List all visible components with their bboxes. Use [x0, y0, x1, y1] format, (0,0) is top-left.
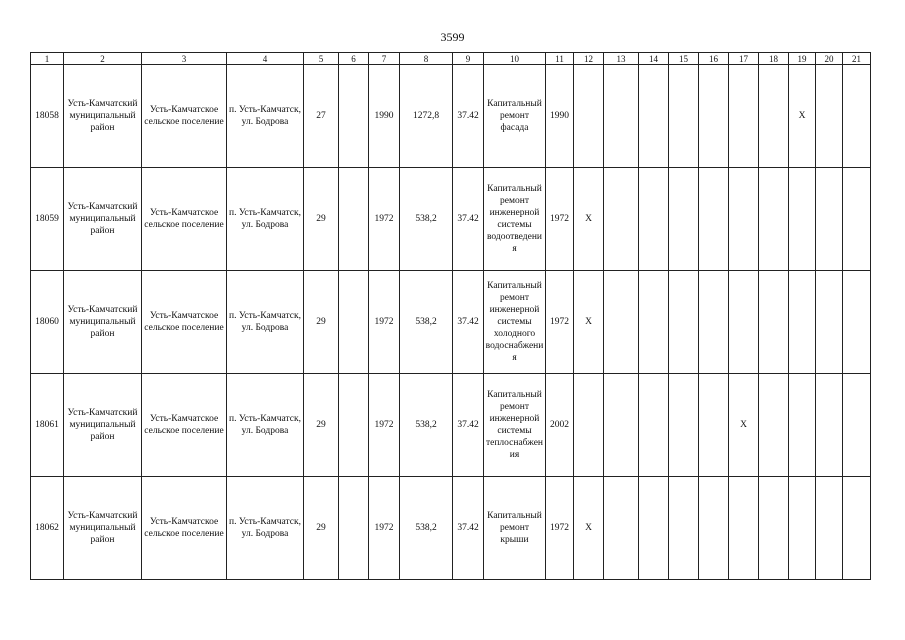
table-body	[31, 65, 871, 580]
column-header: 10	[484, 53, 546, 65]
table-cell: Капитальный ремонт фасада	[484, 65, 546, 168]
column-header: 3	[142, 53, 227, 65]
table-cell	[759, 271, 789, 374]
table-cell: 37.42	[453, 477, 484, 580]
column-header: 12	[574, 53, 604, 65]
column-header: 5	[304, 53, 339, 65]
table-cell	[639, 374, 669, 477]
column-header: 8	[400, 53, 453, 65]
table-cell: Усть-Камчатское сельское поселение	[142, 168, 227, 271]
table-cell: X	[729, 374, 759, 477]
column-header: 17	[729, 53, 759, 65]
table-cell	[816, 477, 843, 580]
table-cell: 18060	[31, 271, 64, 374]
table-cell	[699, 65, 729, 168]
table-cell	[699, 374, 729, 477]
table-cell	[339, 271, 369, 374]
table-cell: 1990	[546, 65, 574, 168]
table-cell: Капитальный ремонт крыши	[484, 477, 546, 580]
table-cell	[816, 168, 843, 271]
column-header: 4	[227, 53, 304, 65]
table-cell: X	[574, 168, 604, 271]
table-cell: 37.42	[453, 168, 484, 271]
table-cell	[574, 374, 604, 477]
table-cell: 1972	[546, 168, 574, 271]
table-cell: 538,2	[400, 271, 453, 374]
table-cell: 1972	[546, 477, 574, 580]
table-cell	[339, 477, 369, 580]
table-cell: 538,2	[400, 374, 453, 477]
table-cell: 1972	[369, 477, 400, 580]
table-cell: Усть-Камчатский муниципальный район	[64, 477, 142, 580]
table-cell	[759, 168, 789, 271]
table-cell	[759, 65, 789, 168]
table-row	[31, 65, 871, 168]
table-cell: 18061	[31, 374, 64, 477]
table-cell: Усть-Камчатское сельское поселение	[142, 65, 227, 168]
table-cell: 29	[304, 168, 339, 271]
table-cell: 1972	[546, 271, 574, 374]
table-cell: 18062	[31, 477, 64, 580]
table-cell: Усть-Камчатское сельское поселение	[142, 477, 227, 580]
column-header: 9	[453, 53, 484, 65]
table-row	[31, 271, 871, 374]
table-cell	[729, 65, 759, 168]
table-cell	[604, 168, 639, 271]
table-cell	[669, 168, 699, 271]
table-cell	[789, 477, 816, 580]
table-cell	[339, 168, 369, 271]
table-row	[31, 168, 871, 271]
table-cell	[843, 477, 871, 580]
table-cell	[699, 477, 729, 580]
table-cell: 37.42	[453, 271, 484, 374]
table-cell	[843, 374, 871, 477]
table-cell	[789, 374, 816, 477]
table-cell: 29	[304, 271, 339, 374]
column-header: 13	[604, 53, 639, 65]
table-cell: п. Усть-Камчатск, ул. Бодрова	[227, 374, 304, 477]
table-cell	[669, 271, 699, 374]
table-cell: Усть-Камчатское сельское поселение	[142, 271, 227, 374]
table-cell: Усть-Камчатский муниципальный район	[64, 374, 142, 477]
table-cell	[669, 477, 699, 580]
page-number: 3599	[440, 30, 465, 44]
table-cell	[604, 374, 639, 477]
column-header: 11	[546, 53, 574, 65]
column-header: 1	[31, 53, 64, 65]
table-cell: 1972	[369, 271, 400, 374]
table-cell: X	[789, 65, 816, 168]
table-cell	[843, 168, 871, 271]
column-header: 16	[699, 53, 729, 65]
table-cell: 1972	[369, 168, 400, 271]
table-cell	[843, 271, 871, 374]
table-cell: 29	[304, 374, 339, 477]
table-cell	[639, 168, 669, 271]
table-cell: 18059	[31, 168, 64, 271]
table-cell: Усть-Камчатское сельское поселение	[142, 374, 227, 477]
table-cell	[843, 65, 871, 168]
table-cell: п. Усть-Камчатск, ул. Бодрова	[227, 271, 304, 374]
table-cell: 37.42	[453, 374, 484, 477]
table-cell: 538,2	[400, 477, 453, 580]
table-cell	[816, 271, 843, 374]
column-header: 7	[369, 53, 400, 65]
table-cell	[816, 374, 843, 477]
table-cell: X	[574, 271, 604, 374]
column-header: 14	[639, 53, 669, 65]
table-cell: 18058	[31, 65, 64, 168]
column-header: 20	[816, 53, 843, 65]
table-cell	[669, 65, 699, 168]
table-cell: 1972	[369, 374, 400, 477]
table-cell	[759, 477, 789, 580]
table-cell	[604, 271, 639, 374]
table-cell	[699, 168, 729, 271]
table-cell	[639, 65, 669, 168]
table-cell: 27	[304, 65, 339, 168]
table-cell	[816, 65, 843, 168]
table-cell	[729, 168, 759, 271]
table-cell	[669, 374, 699, 477]
column-header: 6	[339, 53, 369, 65]
column-header: 18	[759, 53, 789, 65]
table-cell	[729, 477, 759, 580]
table-row	[31, 477, 871, 580]
table-cell: 29	[304, 477, 339, 580]
table-cell	[789, 168, 816, 271]
repair-schedule-table	[30, 52, 871, 580]
table-cell: X	[574, 477, 604, 580]
column-header: 15	[669, 53, 699, 65]
table-cell	[604, 477, 639, 580]
column-header: 21	[843, 53, 871, 65]
table-cell	[639, 477, 669, 580]
header-row	[31, 53, 871, 65]
table-cell	[729, 271, 759, 374]
table-cell	[759, 374, 789, 477]
table-cell: 1990	[369, 65, 400, 168]
table-cell: 2002	[546, 374, 574, 477]
table-cell	[339, 65, 369, 168]
table-cell	[339, 374, 369, 477]
table-cell: п. Усть-Камчатск, ул. Бодрова	[227, 477, 304, 580]
table-cell: 538,2	[400, 168, 453, 271]
table-row	[31, 374, 871, 477]
table-cell: Усть-Камчатский муниципальный район	[64, 65, 142, 168]
table-cell	[639, 271, 669, 374]
table-cell: Капитальный ремонт инженерной системы теплоснабжения	[484, 374, 546, 477]
column-header: 2	[64, 53, 142, 65]
table-cell	[789, 271, 816, 374]
table-cell: п. Усть-Камчатск, ул. Бодрова	[227, 168, 304, 271]
table-cell: п. Усть-Камчатск, ул. Бодрова	[227, 65, 304, 168]
table-cell	[604, 65, 639, 168]
table-cell: Усть-Камчатский муниципальный район	[64, 168, 142, 271]
table-cell: Усть-Камчатский муниципальный район	[64, 271, 142, 374]
table-cell: Капитальный ремонт инженерной системы водоотведения	[484, 168, 546, 271]
table-cell: 37.42	[453, 65, 484, 168]
table-cell: Капитальный ремонт инженерной системы холодного водоснабжения	[484, 271, 546, 374]
table-cell	[574, 65, 604, 168]
column-header: 19	[789, 53, 816, 65]
table-cell: 1272,8	[400, 65, 453, 168]
table-cell	[699, 271, 729, 374]
